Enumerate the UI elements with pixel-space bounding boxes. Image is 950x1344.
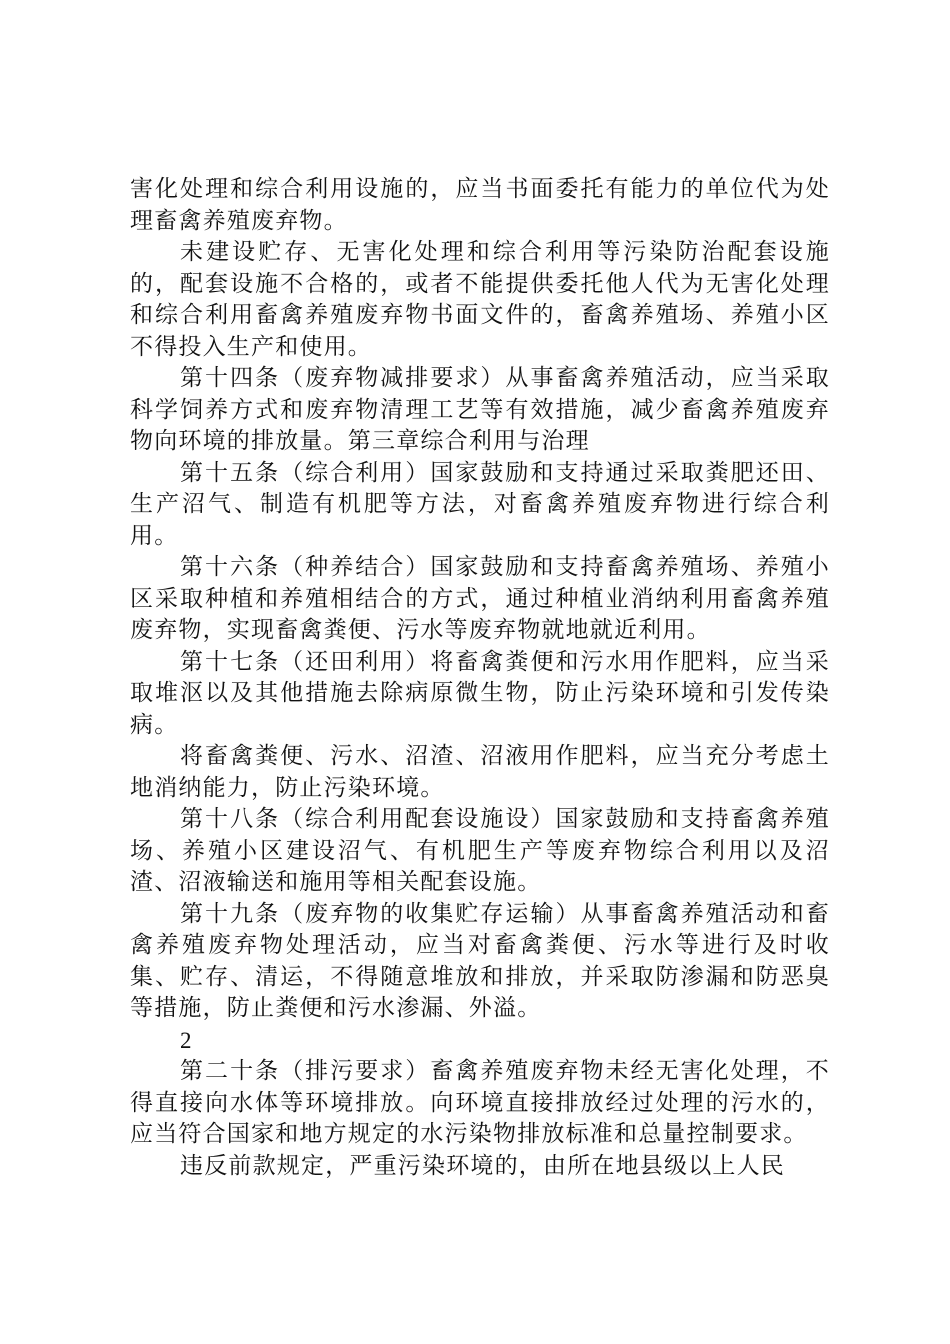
paragraph-article-15: 第十五条（综合利用）国家鼓励和支持通过采取粪肥还田、生产沼气、制造有机肥等方法，对畜禽养殖废弃物进行综合利用。 (130, 459, 830, 549)
page-number: 2 (180, 1027, 193, 1053)
paragraph-article-17: 第十七条（还田利用）将畜禽粪便和污水用作肥料，应当采取堆沤以及其他措施去除病原微生物，防止污染环境和引发传染病。 (130, 648, 830, 738)
document-page (130, 174, 830, 1182)
paragraph-violation: 违反前款规定，严重污染环境的，由所在地县级以上人民 (180, 1152, 785, 1179)
paragraph-article-16: 第十六条（种养结合）国家鼓励和支持畜禽养殖场、养殖小区采取种植和养殖相结合的方式，通过种植业消纳利用畜禽养殖废弃物，实现畜禽粪便、污水等废弃物就地就近利用。 (130, 554, 830, 643)
paragraph-article-18: 第十八条（综合利用配套设施设）国家鼓励和支持畜禽养殖场、养殖小区建设沼气、有机肥生产等废弃物综合利用以及沼渣、沼液输送和施用等相关配套设施。 (130, 806, 830, 895)
paragraph-article-20: 第二十条（排污要求）畜禽养殖废弃物未经无害化处理，不得直接向水体等环境排放。向环境直接排放经过处理的污水的，应当符合国家和地方规定的水污染物排放标准和总量控制要求。 (130, 1058, 830, 1147)
paragraph-fertilizer: 将畜禽粪便、污水、沼渣、沼液用作肥料，应当充分考虑土地消纳能力，防止污染环境。 (130, 743, 830, 801)
paragraph-article-19: 第十九条（废弃物的收集贮存运输）从事畜禽养殖活动和畜禽养殖废弃物处理活动，应当对畜禽粪便、污水等进行及时收集、贮存、清运，不得随意堆放和排放，并采取防渗漏和防恶臭等措施，防止粪便和污水渗漏、外溢。 (130, 900, 830, 1021)
paragraph-article-14: 第十四条（废弃物减排要求）从事畜禽养殖活动，应当采取科学饲养方式和废弃物清理工艺等有效措施，减少畜禽养殖废弃物向环境的排放量。第三章综合利用与治理 (130, 365, 830, 454)
paragraph-2: 未建设贮存、无害化处理和综合利用等污染防治配套设施的，配套设施不合格的，或者不能提供委托他人代为无害化处理和综合利用畜禽养殖废弃物书面文件的，畜禽养殖场、养殖小区不得投入生产和使用。 (130, 239, 830, 360)
paragraph-1: 害化处理和综合利用设施的，应当书面委托有能力的单位代为处理畜禽养殖废弃物。 (130, 176, 830, 234)
